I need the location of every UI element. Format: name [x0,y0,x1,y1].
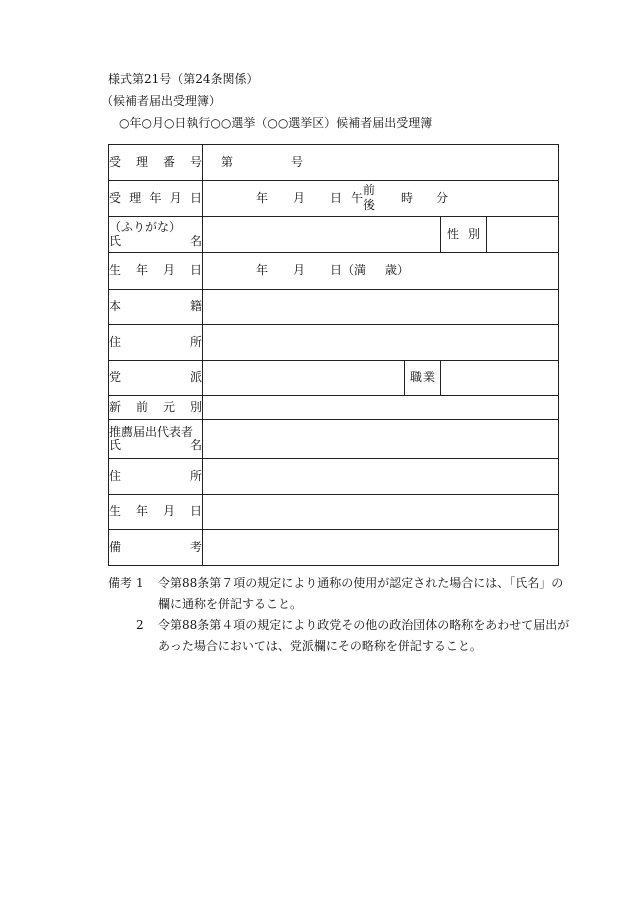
notes-heading: 備考 [108,576,133,590]
receipt-month-unit: 月 [293,191,306,205]
label-rep-birthdate-char: 生 [109,504,122,519]
label-occupation-char: 業 [422,370,435,385]
note-number: 2 [136,618,144,632]
row-address [109,325,559,361]
label-honseki-right: 籍 [189,299,202,314]
field-receipt-number[interactable] [203,145,559,181]
field-birthdate[interactable] [203,253,559,290]
row-party [109,361,559,396]
label-address-left: 住 [109,334,122,349]
form-number: 様式第21号（第24条関係） [108,72,259,86]
label-party [109,361,203,396]
label-rep-birthdate-char: 年 [135,504,148,519]
label-rep-birthdate [109,495,203,530]
label-remarks-left: 備 [109,539,122,554]
label-status [109,396,203,420]
receipt-hour-unit: 時 [401,191,414,205]
note-item-2 [108,615,578,657]
birth-year-unit: 年 [256,263,269,277]
label-honseki [109,290,203,325]
register-table [108,144,559,566]
label-occupation-char: 職 [410,370,423,385]
note-number: 1 [136,576,144,590]
label-party-right: 派 [189,370,202,385]
row-honseki [109,290,559,325]
field-remarks[interactable] [203,530,559,566]
label-rep-address-left: 住 [109,468,122,483]
label-name-right: 名 [189,233,202,248]
label-birthdate-char: 月 [162,263,175,278]
label-gender [441,217,487,253]
field-gender[interactable] [487,217,559,253]
label-receipt-datetime-char: 月 [169,190,182,205]
label-representative-right: 名 [189,438,202,452]
label-rep-birthdate-char: 月 [162,504,175,519]
label-status-char: 前 [135,399,148,414]
birth-age-open: （満 [342,263,367,277]
notes-section [108,573,578,657]
receipt-ampm-char: 午 [351,191,364,205]
label-receipt-datetime-char: 年 [149,190,162,205]
row-receipt-datetime [109,181,559,217]
receipt-prefix: 第 [221,155,234,169]
field-occupation[interactable] [441,361,559,396]
label-status-char: 別 [189,399,202,414]
row-remarks [109,530,559,566]
row-name [109,217,559,253]
label-rep-address [109,459,203,495]
receipt-year-unit: 年 [256,191,269,205]
label-birthdate [109,253,203,290]
note-item-1 [108,573,578,615]
receipt-suffix: 号 [291,155,304,169]
label-party-left: 党 [109,370,122,385]
note-text-line1: 令第88条第４項の規定により政党その他の政治団体の略称をあわせて届出が [158,618,570,632]
receipt-ampm-am: 前 [363,183,376,197]
receipt-ampm-pm: 後 [363,198,376,212]
field-address[interactable] [203,325,559,361]
label-gender-char: 別 [467,226,480,241]
label-occupation [405,361,441,396]
row-status [109,396,559,420]
field-status[interactable] [203,396,559,420]
label-address-right: 所 [189,334,202,349]
field-party[interactable] [203,361,405,396]
label-receipt-datetime-char: 受 [109,190,122,205]
label-name-left: 氏 [109,233,122,248]
birth-age-close: 歳） [385,263,410,277]
label-receipt-datetime-char: 理 [129,190,142,205]
row-receipt-number [109,145,559,181]
label-receipt-number-char: 号 [189,154,202,169]
label-name [109,217,203,253]
label-representative-left: 氏 [109,438,122,452]
label-receipt-number [109,145,203,181]
label-furigana: （ふりがな） [109,220,182,235]
birth-day-unit: 日 [330,263,343,277]
label-representative-top: 推薦届出代表者 [109,424,194,439]
form-subtitle: （候補者届出受理簿） [101,94,222,108]
birth-month-unit: 月 [293,263,306,277]
receipt-minute-unit: 分 [436,191,449,205]
label-remarks-right: 考 [189,539,202,554]
field-receipt-datetime[interactable] [203,181,559,217]
label-receipt-datetime-char: 日 [189,190,202,205]
label-rep-birthdate-char: 日 [189,504,202,519]
label-address [109,325,203,361]
label-birthdate-char: 日 [189,263,202,278]
field-representative-name[interactable] [203,420,559,459]
row-representative [109,420,559,459]
field-honseki[interactable] [203,290,559,325]
label-remarks [109,530,203,566]
label-rep-address-right: 所 [189,468,202,483]
row-birthdate [109,253,559,290]
label-status-char: 新 [109,399,122,414]
field-name[interactable] [203,217,441,253]
note-text-line2: あった場合においては、党派欄にその略称を併記すること。 [158,639,482,653]
field-rep-birthdate[interactable] [203,495,559,530]
label-gender-char: 性 [447,226,460,241]
note-text-line2: 欄に通称を併記すること。 [158,597,303,611]
label-receipt-number-char: 受 [109,154,122,169]
form-title: ○年○月○日執行○○選挙（○○選挙区）候補者届出受理簿 [119,116,433,130]
label-receipt-number-char: 理 [135,154,148,169]
note-text-line1: 令第88条第７項の規定により通称の使用が認定された場合には、「氏名」の [158,576,564,590]
label-status-char: 元 [162,399,175,414]
label-receipt-number-char: 番 [162,154,175,169]
label-honseki-left: 本 [109,299,122,314]
field-rep-address[interactable] [203,459,559,495]
label-receipt-datetime [109,181,203,217]
row-rep-address [109,459,559,495]
row-rep-birthdate [109,495,559,530]
label-birthdate-char: 年 [135,263,148,278]
label-birthdate-char: 生 [109,263,122,278]
receipt-day-unit: 日 [330,191,343,205]
label-representative [109,420,203,459]
